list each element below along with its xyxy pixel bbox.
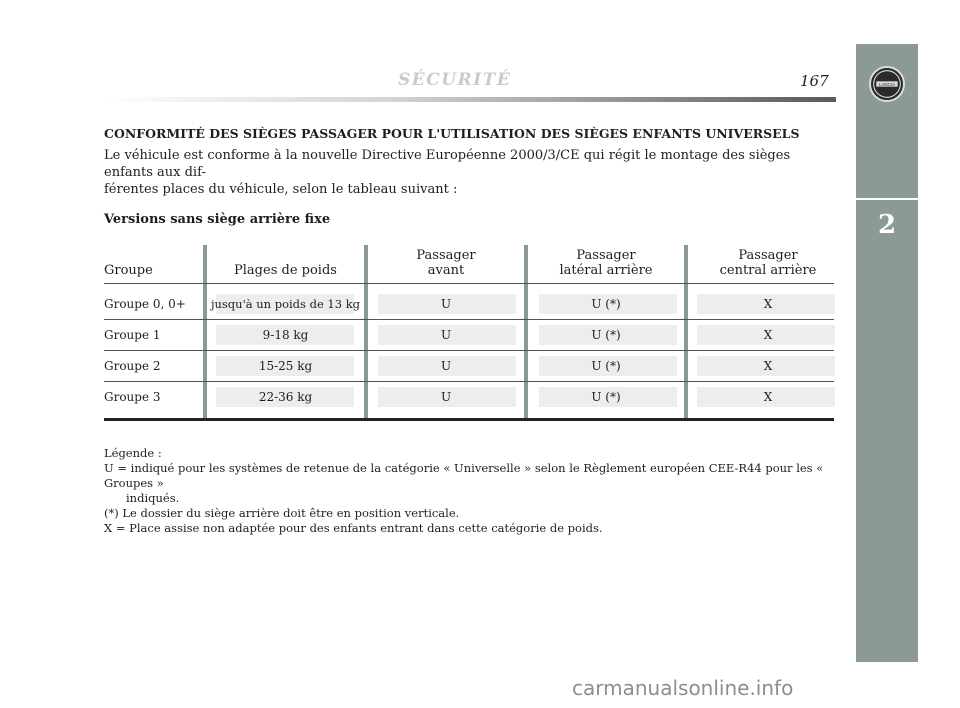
logo-text: LANCIA [878, 81, 896, 87]
chapter-number: 2 [877, 210, 897, 240]
header-gradient-bar [100, 97, 836, 102]
legend-x: X = Place assise non adaptée pour des enfants entrant dans cette catégorie de poids. [104, 521, 603, 535]
table-cell: U [440, 359, 452, 373]
table-cell: Groupe 1 [104, 328, 161, 342]
intro-paragraph [104, 147, 836, 198]
table-cell: U (*) [591, 297, 621, 311]
table-cell: X [763, 359, 773, 373]
legend [104, 446, 840, 536]
table-cell: Groupe 0, 0+ [104, 297, 186, 311]
watermark: carmanualsonline.info [572, 676, 794, 700]
legend-u: U = indiqué pour les systèmes de retenue de la catégorie « Universelle » selon le Règlement européen CEE-R44 pour les « Groupes » [104, 461, 824, 490]
section-header: SÉCURITÉ [398, 70, 512, 90]
page-number: 167 [800, 72, 829, 90]
table-cell: 22-36 kg [258, 390, 313, 404]
table-cell: U (*) [591, 390, 621, 404]
column-header-weight: Plages de poids [234, 263, 337, 278]
row-rule [104, 350, 834, 351]
intro-line-2: férentes places du véhicule, selon le tableau suivant : [104, 182, 458, 197]
table-cell: X [763, 328, 773, 342]
sidebar-divider [856, 198, 918, 200]
chapter-sidebar [856, 44, 918, 662]
legend-title: Légende : [104, 446, 162, 460]
column-header-front-passenger: Passager avant [416, 248, 476, 278]
intro-line-1: Le véhicule est conforme à la nouvelle Directive Européenne 2000/3/CE qui régit le montage des sièges enfants aux dif- [104, 148, 791, 180]
table-cell: U [440, 328, 452, 342]
column-header-group: Groupe [104, 263, 153, 278]
column-header-rear-side-passenger: Passager latéral arrière [559, 248, 653, 278]
header-rule [104, 283, 834, 284]
table-cell: U [440, 390, 452, 404]
row-rule [104, 381, 834, 382]
table-cell: U (*) [591, 328, 621, 342]
table-cell: jusqu'à un poids de 13 kg [210, 297, 361, 311]
table-subtitle: Versions sans siège arrière fixe [104, 212, 331, 227]
table-cell: U (*) [591, 359, 621, 373]
table-cell: X [763, 390, 773, 404]
legend-u-continued: indiqués. [126, 491, 180, 505]
table-cell: U [440, 297, 452, 311]
table-cell: Groupe 2 [104, 359, 161, 373]
table-cell: 15-25 kg [258, 359, 313, 373]
legend-star: (*) Le dossier du siège arrière doit être en position verticale. [104, 506, 460, 520]
table-cell: X [763, 297, 773, 311]
row-rule [104, 319, 834, 320]
lancia-logo-icon [869, 66, 905, 102]
column-header-rear-center-passenger: Passager central arrière [719, 248, 817, 278]
table-bottom-rule [104, 418, 834, 421]
section-title: CONFORMITÉ DES SIÈGES PASSAGER POUR L'UTILISATION DES SIÈGES ENFANTS UNIVERSELS [104, 126, 800, 141]
table-cell: Groupe 3 [104, 390, 161, 404]
table-cell: 9-18 kg [262, 328, 309, 342]
